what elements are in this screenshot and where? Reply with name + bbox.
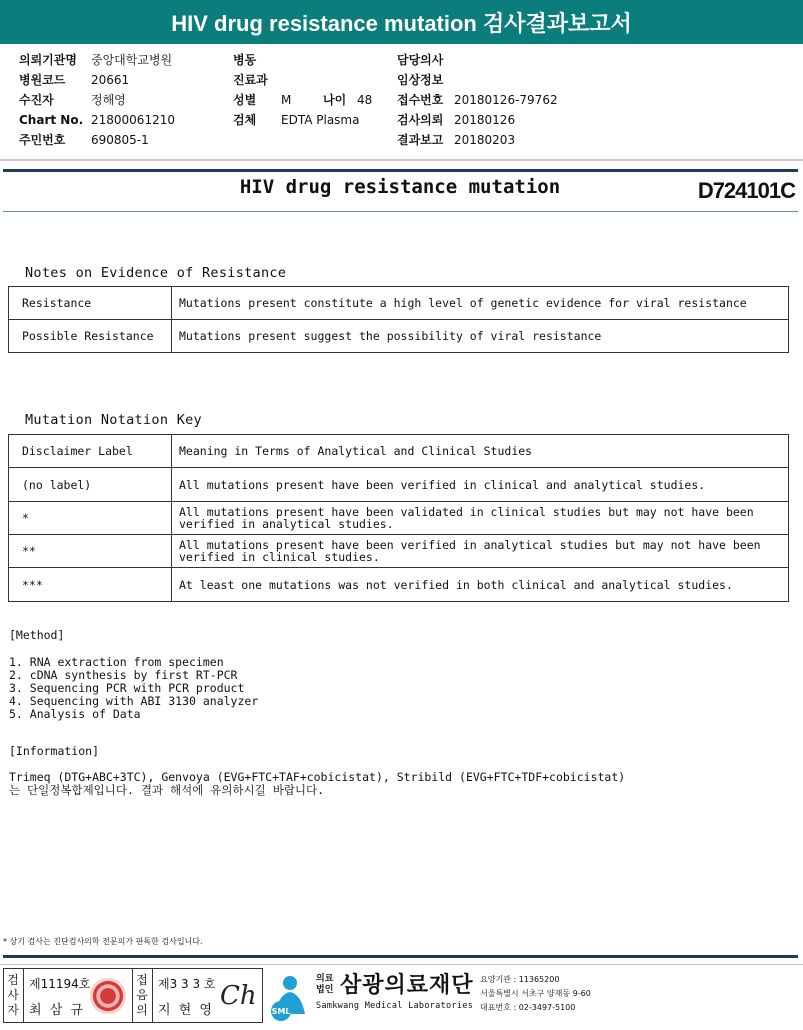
table-cell-label: ** (9, 535, 172, 568)
examiner-name: 최 삼 규 (29, 1003, 85, 1018)
method-step: 4. Sequencing with ABI 3130 analyzer (9, 694, 259, 708)
table-cell-text: Meaning in Terms of Analytical and Clinical Studies (172, 435, 789, 468)
field-label: 주민번호 (19, 133, 66, 147)
signature-box (3, 968, 263, 1023)
information-heading: [Information] (9, 744, 100, 758)
examiner-license: 제11194호 (29, 977, 91, 991)
patient-info-column-3 (397, 50, 558, 150)
table-cell-text: At least one mutations was not verified in both clinical and analytical studies. (172, 568, 789, 602)
test-code: D724101C (697, 178, 795, 203)
field-value: 20180126-79762 (454, 93, 558, 107)
table-row (9, 320, 789, 353)
field-value: 20180203 (454, 133, 516, 147)
method-step: 3. Sequencing PCR with PCR product (9, 681, 245, 695)
reviewer-license: 제3 3 3 호 (158, 977, 216, 991)
org-info-line: 서울특별시 서초구 양재동 9-60 (480, 989, 591, 998)
table-row (9, 535, 789, 568)
patient-info-column-2 (233, 50, 372, 130)
divider (3, 955, 798, 958)
method-step: 5. Analysis of Data (9, 707, 141, 721)
field-value: 중앙대학교병원 (91, 53, 173, 67)
document-title: HIV drug resistance mutation (239, 176, 561, 198)
field-value: 48 (357, 93, 373, 107)
divider (3, 169, 798, 172)
field-value: 21800061210 (91, 113, 175, 127)
field-label: 성별 (233, 93, 257, 107)
table-cell-label: Disclaimer Label (9, 435, 172, 468)
field-value: M (281, 93, 292, 107)
examiner-role-label: 검사자 (7, 973, 19, 1017)
organization-english-name: Samkwang Medical Laboratories (316, 1001, 474, 1011)
table-cell-text: Mutations present constitute a high level of genetic evidence for viral resistance (172, 287, 789, 320)
field-value: 690805-1 (91, 133, 149, 147)
divider (132, 969, 133, 1022)
field-value: 20661 (91, 73, 130, 87)
section-title-notation: Mutation Notation Key (25, 412, 202, 428)
table-cell-label: Resistance (9, 287, 172, 320)
organization-name: 삼광의료재단 (340, 973, 474, 998)
org-prefix: 의료법인 (316, 974, 334, 995)
org-info-line: 요양기관 : 11365200 (480, 975, 560, 984)
field-value: EDTA Plasma (281, 113, 360, 127)
table-cell-text: All mutations present have been verified in analytical studies but may not have been verified in clinical studies. (172, 535, 789, 568)
divider (23, 969, 24, 1022)
org-info-line: 대표번호 : 02-3497-5100 (480, 1003, 576, 1012)
information-line: Trimeq (DTG+ABC+3TC), Genvoya (EVG+FTC+TAF+cobicistat), Stribild (EVG+FTC+TDF+cobicistat) (9, 770, 626, 784)
field-label: 임상정보 (397, 73, 444, 87)
field-label: 병원코드 (19, 73, 66, 87)
handwritten-signature: Ch (220, 981, 257, 1011)
table-cell-label: *** (9, 568, 172, 602)
table-row (9, 287, 789, 320)
divider (3, 211, 798, 212)
field-value: 정해영 (91, 93, 126, 107)
footnote: * 상기 검사는 진단검사의학 전문의가 판독한 검사입니다. (3, 937, 203, 946)
method-heading: [Method] (9, 628, 65, 642)
table-row (9, 468, 789, 502)
table-row (9, 435, 789, 468)
divider (0, 964, 803, 965)
field-label: 검사의뢰 (397, 113, 444, 127)
field-label: 담당의사 (397, 53, 444, 67)
field-label: 결과보고 (397, 133, 444, 147)
field-label: 나이 (323, 93, 347, 107)
field-label: 접수번호 (397, 93, 444, 107)
table-cell-label: Possible Resistance (9, 320, 172, 353)
table-cell-text: All mutations present have been verified in clinical and analytical studies. (172, 468, 789, 502)
evidence-table (8, 286, 789, 353)
field-label: 수진자 (19, 93, 54, 107)
organization-contact (480, 973, 591, 1015)
divider (152, 969, 153, 1022)
field-label: 병동 (233, 53, 257, 67)
report-title: HIV drug resistance mutation 검사결과보고서 (0, 0, 803, 44)
reviewer-name: 지 현 영 (158, 1003, 214, 1018)
field-label: 진료과 (233, 73, 268, 87)
divider (0, 159, 803, 161)
section-title-evidence: Notes on Evidence of Resistance (25, 265, 287, 281)
table-row (9, 502, 789, 535)
table-row (9, 568, 789, 602)
method-step: 1. RNA extraction from specimen (9, 655, 224, 669)
field-label: Chart No. (19, 113, 84, 127)
table-cell-text: All mutations present have been validated in clinical studies but may not have been verified in analytical studies. (172, 502, 789, 535)
table-cell-label: (no label) (9, 468, 172, 502)
method-step: 2. cDNA synthesis by first RT-PCR (9, 668, 238, 682)
logo-text: SML (271, 1007, 291, 1016)
table-cell-text: Mutations present suggest the possibility of viral resistance (172, 320, 789, 353)
official-seal-icon (90, 978, 126, 1014)
reviewer-role-label: 접음의 (136, 973, 148, 1017)
table-cell-label: * (9, 502, 172, 535)
field-label: 검체 (233, 113, 257, 127)
notation-table (8, 434, 789, 602)
patient-info-column-1 (19, 50, 175, 150)
information-line: 는 단일정복합제입니다. 결과 해석에 유의하시길 바랍니다. (9, 783, 325, 797)
field-label: 의뢰기관명 (19, 53, 77, 67)
field-value: 20180126 (454, 113, 516, 127)
sml-logo-icon (269, 968, 311, 1023)
